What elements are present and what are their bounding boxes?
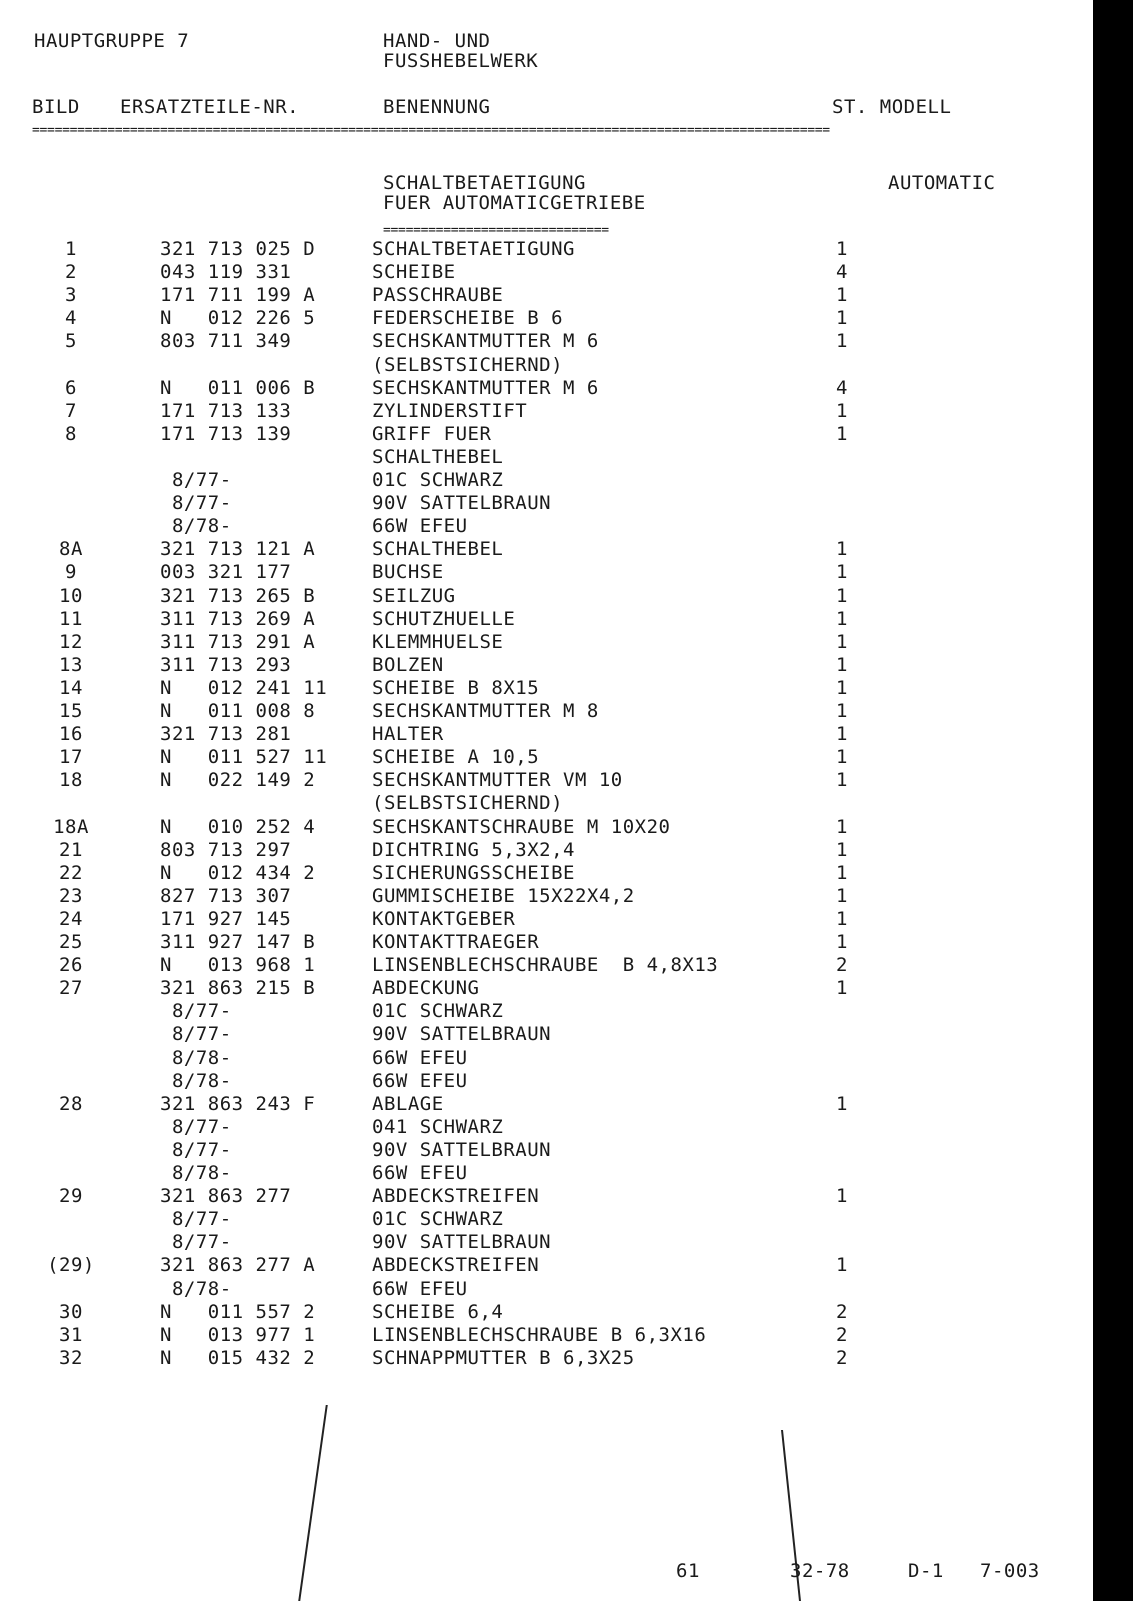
row-part-number: N 011 527 11 (160, 746, 328, 769)
section-title-line1: SCHALTBETAETIGUNG (383, 172, 586, 194)
table-row (0, 977, 1090, 1001)
row-name: KLEMMHUELSE (372, 630, 504, 653)
row-quantity: 1 (836, 1092, 848, 1115)
footer-code: 32-78 (790, 1560, 850, 1582)
row-name: 90V SATTELBRAUN (372, 1138, 552, 1161)
row-bild: 14 (59, 676, 83, 699)
row-bild: 11 (59, 607, 83, 630)
row-quantity: 1 (836, 561, 848, 584)
row-name: SCHNAPPMUTTER B 6,3X25 (372, 1346, 635, 1369)
table-row (0, 377, 1090, 401)
row-bild: 10 (59, 584, 83, 607)
table-row (0, 492, 1090, 516)
row-quantity: 1 (836, 584, 848, 607)
row-part-number: N 010 252 4 (160, 815, 316, 838)
table-row (0, 1047, 1090, 1071)
table-row (0, 1093, 1090, 1117)
row-name: 041 SCHWARZ (372, 1115, 504, 1138)
row-part-number: 321 863 243 F (160, 1092, 316, 1115)
scan-artifact-line (298, 1405, 328, 1601)
table-row (0, 677, 1090, 701)
row-quantity: 1 (836, 977, 848, 1000)
table-row (0, 469, 1090, 493)
row-bild: 8 (65, 422, 77, 445)
table-row (0, 238, 1090, 262)
row-name: SCHEIBE A 10,5 (372, 746, 540, 769)
row-quantity: 1 (836, 700, 848, 722)
row-name: 01C SCHWARZ (372, 469, 504, 491)
footer-page-number: 61 (676, 1560, 700, 1582)
table-row (0, 954, 1090, 978)
column-header-benennung: BENENNUNG (383, 96, 491, 118)
row-bild: 28 (59, 1092, 83, 1115)
row-part-number: 8/78- (160, 1069, 232, 1092)
table-row (0, 700, 1090, 724)
table-row (0, 1162, 1090, 1186)
row-name: SCHEIBE 6,4 (372, 1300, 504, 1323)
row-name: 90V SATTELBRAUN (372, 492, 552, 515)
table-row (0, 585, 1090, 609)
row-part-number: 003 321 177 (160, 561, 292, 584)
row-part-number: 321 863 277 A (160, 1254, 316, 1277)
row-part-number: 8/77- (160, 492, 232, 515)
row-part-number: 311 713 293 (160, 653, 292, 676)
row-bild: 5 (65, 330, 77, 353)
row-quantity: 1 (836, 307, 848, 330)
row-part-number: 8/77- (160, 469, 232, 491)
row-quantity: 1 (836, 746, 848, 769)
row-name: FEDERSCHEIBE B 6 (372, 307, 564, 330)
row-quantity: 1 (836, 861, 848, 884)
row-name: SECHSKANTMUTTER M 6 (372, 330, 599, 353)
table-row (0, 1000, 1090, 1024)
row-part-number: 8/77- (160, 1000, 232, 1023)
table-row (0, 1254, 1090, 1278)
row-quantity: 1 (836, 723, 848, 746)
row-quantity: 1 (836, 907, 848, 930)
row-name: 66W EFEU (372, 515, 468, 538)
row-name: SCHALTHEBEL (372, 538, 504, 561)
section-title-line2: FUER AUTOMATICGETRIEBE (383, 192, 646, 214)
table-row (0, 284, 1090, 308)
row-part-number: N 012 226 5 (160, 307, 316, 330)
row-quantity: 1 (836, 815, 848, 838)
table-row (0, 746, 1090, 770)
row-part-number: 8/78- (160, 1277, 232, 1300)
row-part-number: 8/77- (160, 1138, 232, 1161)
table-row (0, 1347, 1090, 1371)
row-bild: 9 (65, 561, 77, 584)
column-header-ersatzteile-nr: ERSATZTEILE-NR. (120, 96, 300, 118)
table-row (0, 839, 1090, 863)
row-quantity: 1 (836, 330, 848, 353)
row-bild: 18 (59, 769, 83, 792)
row-name: BOLZEN (372, 653, 444, 676)
row-quantity: 1 (836, 931, 848, 953)
row-quantity: 2 (836, 1323, 848, 1346)
row-part-number: 171 927 145 (160, 907, 292, 930)
row-name: GUMMISCHEIBE 15X22X4,2 (372, 884, 635, 907)
table-row (0, 261, 1090, 285)
row-part-number: N 013 968 1 (160, 954, 316, 977)
row-quantity: 1 (836, 238, 848, 260)
row-bild: 12 (59, 630, 83, 653)
row-quantity: 1 (836, 538, 848, 561)
row-name: SECHSKANTMUTTER M 8 (372, 700, 599, 722)
row-name: 90V SATTELBRAUN (372, 1231, 552, 1254)
row-part-number: 803 711 349 (160, 330, 292, 353)
row-name: SCHUTZHUELLE (372, 607, 516, 630)
table-row (0, 400, 1090, 424)
row-name: 66W EFEU (372, 1069, 468, 1092)
row-bild: 6 (65, 376, 77, 399)
row-name: (SELBSTSICHERND) (372, 353, 564, 376)
row-name: SCHEIBE (372, 261, 456, 284)
table-row (0, 792, 1090, 816)
table-row (0, 423, 1090, 447)
row-part-number: 827 713 307 (160, 884, 292, 907)
row-name: ABLAGE (372, 1092, 444, 1115)
table-row (0, 1185, 1090, 1209)
table-row (0, 608, 1090, 632)
row-name: ABDECKSTREIFEN (372, 1254, 540, 1277)
column-header-st-modell: ST. MODELL (832, 96, 952, 118)
row-name: 01C SCHWARZ (372, 1208, 504, 1231)
table-row (0, 816, 1090, 840)
row-part-number: N 011 557 2 (160, 1300, 316, 1323)
row-part-number: N 012 241 11 (160, 676, 328, 699)
row-quantity: 4 (836, 376, 848, 399)
table-row (0, 654, 1090, 678)
row-bild: 3 (65, 284, 77, 307)
row-part-number: N 011 006 B (160, 376, 316, 399)
row-bild: 15 (59, 700, 83, 722)
header-double-rule: ========================================================================================================== (32, 124, 830, 138)
table-row (0, 1208, 1090, 1232)
row-name: HALTER (372, 723, 444, 746)
row-name: SCHALTBETAETIGUNG (372, 238, 575, 260)
row-part-number: 8/78- (160, 1162, 232, 1184)
table-row (0, 1116, 1090, 1140)
row-part-number: N 022 149 2 (160, 769, 316, 792)
footer-ref2: 7-003 (980, 1560, 1040, 1582)
row-part-number: 043 119 331 (160, 261, 292, 284)
table-row (0, 1139, 1090, 1163)
row-quantity: 2 (836, 1346, 848, 1369)
row-bild: 29 (59, 1185, 83, 1208)
row-quantity: 1 (836, 769, 848, 792)
row-name: 01C SCHWARZ (372, 1000, 504, 1023)
table-row (0, 1231, 1090, 1255)
row-part-number: 8/78- (160, 515, 232, 538)
table-row (0, 1324, 1090, 1348)
row-part-number: 8/77- (160, 1023, 232, 1046)
row-bild: 31 (59, 1323, 83, 1346)
row-quantity: 1 (836, 607, 848, 630)
table-row (0, 561, 1090, 585)
row-quantity: 1 (836, 676, 848, 699)
row-name: GRIFF FUER (372, 422, 492, 445)
row-part-number: 171 711 199 A (160, 284, 316, 307)
row-bild: 16 (59, 723, 83, 746)
row-part-number: 8/77- (160, 1231, 232, 1254)
row-bild: 23 (59, 884, 83, 907)
row-part-number: 8/77- (160, 1115, 232, 1138)
table-row (0, 446, 1090, 470)
row-name: 66W EFEU (372, 1162, 468, 1184)
row-name: SECHSKANTMUTTER M 6 (372, 376, 599, 399)
row-part-number: 8/78- (160, 1046, 232, 1069)
row-bild: 8A (59, 538, 83, 561)
row-name: DICHTRING 5,3X2,4 (372, 838, 575, 861)
row-part-number: N 011 008 8 (160, 700, 316, 722)
row-name: BUCHSE (372, 561, 444, 584)
row-quantity: 4 (836, 261, 848, 284)
row-part-number: 311 713 291 A (160, 630, 316, 653)
row-name: SECHSKANTSCHRAUBE M 10X20 (372, 815, 671, 838)
row-bild: 30 (59, 1300, 83, 1323)
table-row (0, 515, 1090, 539)
row-quantity: 1 (836, 422, 848, 445)
row-name: ABDECKSTREIFEN (372, 1185, 540, 1208)
row-bild: 21 (59, 838, 83, 861)
section-underline: ============================== (383, 224, 609, 238)
row-name: SICHERUNGSSCHEIBE (372, 861, 575, 884)
table-row (0, 330, 1090, 354)
row-part-number: 311 713 269 A (160, 607, 316, 630)
row-name: KONTAKTGEBER (372, 907, 516, 930)
table-row (0, 538, 1090, 562)
row-bild: 2 (65, 261, 77, 284)
row-quantity: 1 (836, 838, 848, 861)
row-quantity: 1 (836, 1254, 848, 1277)
row-bild: 4 (65, 307, 77, 330)
row-quantity: 1 (836, 630, 848, 653)
row-name: LINSENBLECHSCHRAUBE B 4,8X13 (372, 954, 719, 977)
row-part-number: 171 713 139 (160, 422, 292, 445)
row-bild: 1 (65, 238, 77, 260)
row-bild: (29) (47, 1254, 95, 1277)
row-bild: 17 (59, 746, 83, 769)
table-row (0, 307, 1090, 331)
group-title-line2: FUSSHEBELWERK (383, 50, 539, 72)
row-bild: 26 (59, 954, 83, 977)
table-row (0, 723, 1090, 747)
row-name: SECHSKANTMUTTER VM 10 (372, 769, 623, 792)
table-row (0, 769, 1090, 793)
row-part-number: N 012 434 2 (160, 861, 316, 884)
table-row (0, 931, 1090, 955)
table-row (0, 1301, 1090, 1325)
group-title-line1: HAND- UND (383, 30, 491, 52)
table-row (0, 885, 1090, 909)
row-name: ABDECKUNG (372, 977, 480, 1000)
table-row (0, 354, 1090, 378)
row-part-number: 321 713 281 (160, 723, 292, 746)
row-quantity: 1 (836, 884, 848, 907)
row-part-number: 321 713 121 A (160, 538, 316, 561)
row-name: LINSENBLECHSCHRAUBE B 6,3X16 (372, 1323, 707, 1346)
footer-ref1: D-1 (908, 1560, 944, 1582)
row-part-number: N 015 432 2 (160, 1346, 316, 1369)
table-row (0, 1023, 1090, 1047)
row-quantity: 2 (836, 954, 848, 977)
group-label: HAUPTGRUPPE 7 (34, 30, 190, 52)
row-bild: 7 (65, 399, 77, 422)
table-row (0, 1278, 1090, 1302)
table-row (0, 908, 1090, 932)
row-quantity: 2 (836, 1300, 848, 1323)
row-part-number: 321 863 277 (160, 1185, 292, 1208)
table-row (0, 1070, 1090, 1094)
row-name: (SELBSTSICHERND) (372, 792, 564, 815)
row-quantity: 1 (836, 653, 848, 676)
row-part-number: 321 713 025 D (160, 238, 316, 260)
row-part-number: 171 713 133 (160, 399, 292, 422)
row-name: SCHEIBE B 8X15 (372, 676, 540, 699)
row-part-number: 321 863 215 B (160, 977, 316, 1000)
row-name: SCHALTHEBEL (372, 445, 504, 468)
row-part-number: 8/77- (160, 1208, 232, 1231)
row-quantity: 1 (836, 284, 848, 307)
row-bild: 27 (59, 977, 83, 1000)
section-model: AUTOMATIC (888, 172, 996, 194)
row-part-number: 321 713 265 B (160, 584, 316, 607)
row-name: ZYLINDERSTIFT (372, 399, 528, 422)
table-row (0, 862, 1090, 886)
row-part-number: 311 927 147 B (160, 931, 316, 953)
row-bild: 13 (59, 653, 83, 676)
row-name: KONTAKTTRAEGER (372, 931, 540, 953)
row-part-number: 803 713 297 (160, 838, 292, 861)
table-row (0, 631, 1090, 655)
column-header-bild: BILD (32, 96, 80, 118)
scan-black-edge (1093, 0, 1133, 1601)
row-quantity: 1 (836, 1185, 848, 1208)
row-bild: 22 (59, 861, 83, 884)
row-part-number: N 013 977 1 (160, 1323, 316, 1346)
row-bild: 32 (59, 1346, 83, 1369)
row-name: PASSCHRAUBE (372, 284, 504, 307)
row-name: SEILZUG (372, 584, 456, 607)
row-bild: 25 (59, 931, 83, 953)
row-name: 90V SATTELBRAUN (372, 1023, 552, 1046)
row-bild: 24 (59, 907, 83, 930)
row-quantity: 1 (836, 399, 848, 422)
row-name: 66W EFEU (372, 1277, 468, 1300)
row-bild: 18A (53, 815, 89, 838)
row-name: 66W EFEU (372, 1046, 468, 1069)
